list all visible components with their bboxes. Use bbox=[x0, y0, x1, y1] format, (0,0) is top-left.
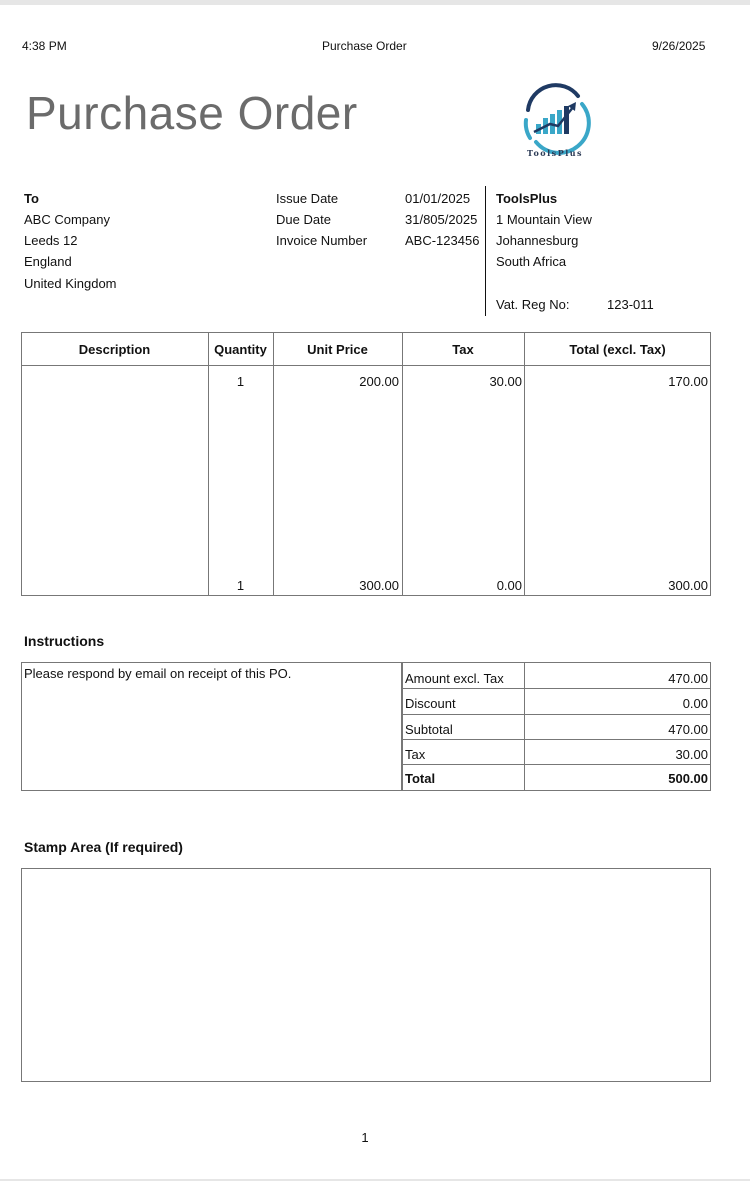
row-unit-price: 300.00 bbox=[359, 578, 399, 593]
page-number: 1 bbox=[361, 1130, 369, 1145]
row-total: 300.00 bbox=[668, 578, 708, 593]
col-header-quantity: Quantity bbox=[214, 342, 267, 357]
details-divider bbox=[485, 186, 486, 316]
supplier-line: South Africa bbox=[496, 254, 567, 269]
vat-label: Vat. Reg No: bbox=[496, 297, 570, 312]
to-line: England bbox=[24, 254, 72, 269]
due-date-label: Due Date bbox=[276, 212, 331, 227]
totals-label: Discount bbox=[405, 696, 456, 711]
totals-value: 0.00 bbox=[682, 696, 708, 711]
to-line: ABC Company bbox=[24, 212, 110, 227]
col-header-tax: Tax bbox=[452, 342, 474, 357]
totals-value: 30.00 bbox=[675, 747, 708, 762]
totals-row-divider bbox=[402, 688, 711, 689]
invoice-number-label: Invoice Number bbox=[276, 233, 368, 248]
to-label: To bbox=[24, 191, 39, 206]
totals-label: Tax bbox=[405, 747, 426, 762]
totals-value: 470.00 bbox=[668, 722, 708, 737]
instructions-heading: Instructions bbox=[24, 633, 105, 649]
totals-row-divider bbox=[402, 714, 711, 715]
column-divider bbox=[208, 332, 209, 596]
totals-row-divider bbox=[402, 764, 711, 765]
invoice-number-value: ABC-123456 bbox=[405, 233, 480, 248]
row-tax: 0.00 bbox=[496, 578, 522, 593]
totals-label: Subtotal bbox=[405, 722, 453, 737]
top-edge bbox=[0, 0, 750, 5]
col-header-description: Description bbox=[78, 342, 151, 357]
column-divider bbox=[524, 332, 525, 596]
supplier-line: 1 Mountain View bbox=[496, 212, 592, 227]
column-divider bbox=[402, 332, 403, 596]
totals-label: Amount excl. Tax bbox=[405, 671, 504, 686]
col-header-total: Total (excl. Tax) bbox=[569, 342, 666, 357]
row-quantity: 1 bbox=[236, 374, 245, 389]
print-date: 9/26/2025 bbox=[652, 39, 706, 53]
row-tax: 30.00 bbox=[489, 374, 522, 389]
row-quantity: 1 bbox=[236, 578, 245, 593]
grand-total-label: Total bbox=[405, 771, 436, 786]
page-title: Purchase Order bbox=[26, 87, 358, 139]
issue-date-label: Issue Date bbox=[276, 191, 339, 206]
logo-brand: ToolsPlus bbox=[526, 148, 584, 158]
print-time: 4:38 PM bbox=[22, 39, 67, 53]
column-divider bbox=[273, 332, 274, 596]
due-date-value: 31/805/2025 bbox=[405, 212, 478, 227]
vat-value: 123-011 bbox=[607, 297, 654, 312]
totals-value: 470.00 bbox=[668, 671, 708, 686]
instructions-text: Please respond by email on receipt of this PO. bbox=[24, 666, 292, 681]
totals-row-divider bbox=[402, 739, 711, 740]
print-doc-title: Purchase Order bbox=[322, 39, 407, 53]
items-table bbox=[21, 332, 711, 596]
to-line: Leeds 12 bbox=[24, 233, 78, 248]
stamp-area bbox=[21, 868, 711, 1082]
to-line: United Kingdom bbox=[24, 276, 117, 291]
supplier-name: ToolsPlus bbox=[496, 191, 558, 206]
row-total: 170.00 bbox=[668, 374, 708, 389]
supplier-line: Johannesburg bbox=[496, 233, 579, 248]
items-header-divider bbox=[21, 365, 711, 366]
issue-date-value: 01/01/2025 bbox=[405, 191, 471, 206]
instructions-box bbox=[21, 662, 402, 791]
row-unit-price: 200.00 bbox=[359, 374, 399, 389]
stamp-heading: Stamp Area (If required) bbox=[24, 839, 183, 855]
col-header-unit-price: Unit Price bbox=[307, 342, 368, 357]
grand-total-value: 500.00 bbox=[668, 771, 708, 786]
